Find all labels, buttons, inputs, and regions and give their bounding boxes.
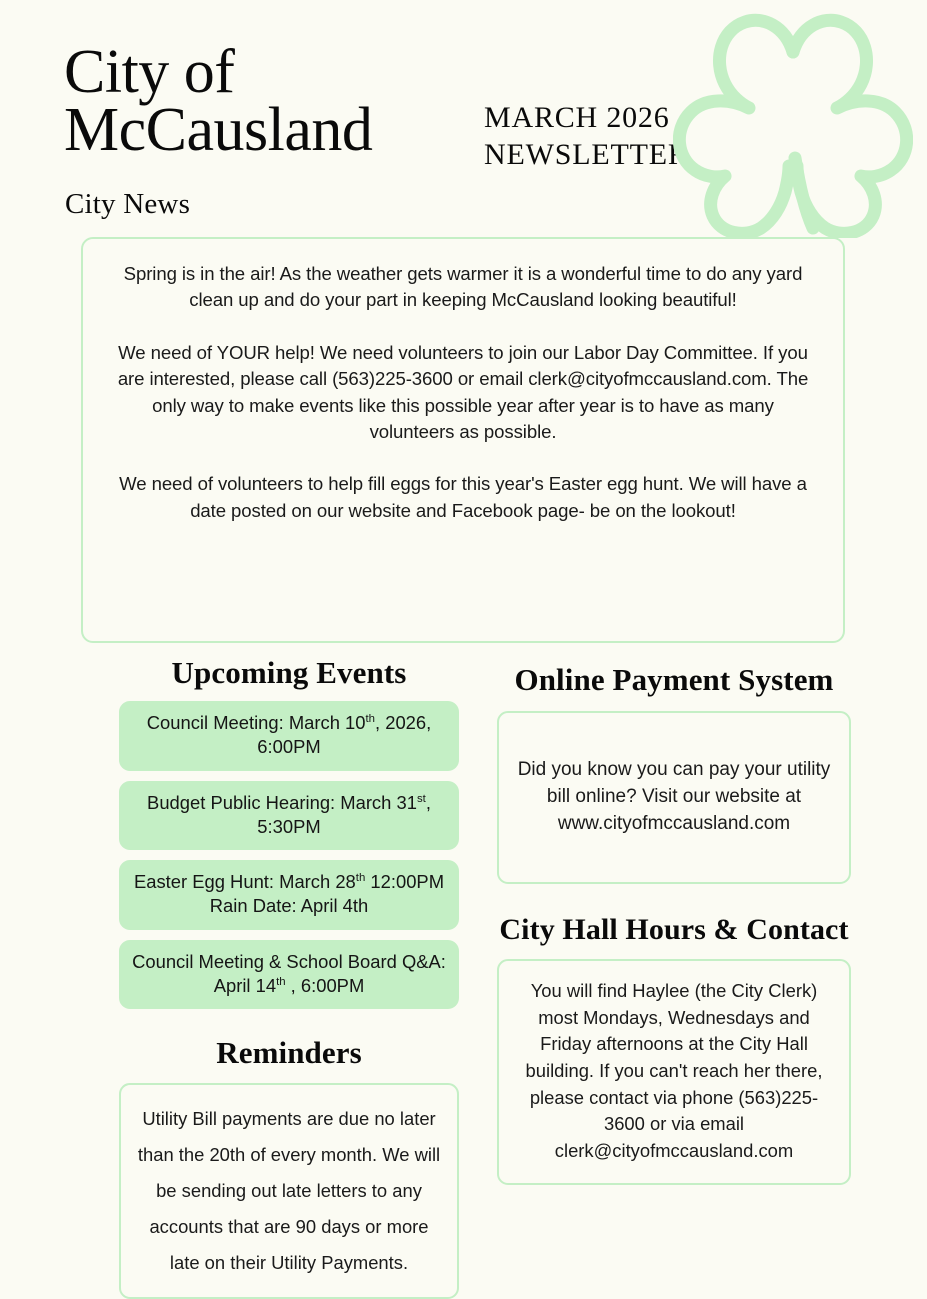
event-ordinal: th <box>365 712 375 725</box>
issue-month-year: MARCH 2026 <box>484 101 670 134</box>
event-ordinal: th <box>355 872 366 884</box>
right-column <box>497 662 851 1185</box>
event-text-suffix: , 6:00PM <box>285 974 365 996</box>
newsletter-header <box>0 0 927 230</box>
news-paragraph-3: We need of volunteers to help fill eggs for this year's Easter egg hunt. We will have a date posted on our website and Facebook page- be on the lookout! <box>119 473 807 521</box>
event-text-suffix: , 5:30PM <box>257 791 431 837</box>
masthead-line-1: City of <box>64 38 235 106</box>
city-news-box <box>81 237 845 643</box>
event-text-prefix: Council Meeting & School Board Q&A: April 14 <box>132 950 446 996</box>
online-payment-heading: Online Payment System <box>514 662 834 697</box>
event-text-prefix: Council Meeting: March 10 <box>146 712 366 733</box>
city-news-heading: City News <box>65 188 191 220</box>
event-card-budget-public-hearing <box>119 781 459 851</box>
masthead <box>64 38 464 164</box>
event-card-easter-egg-hunt <box>119 860 459 930</box>
reminders-card: Utility Bill payments are due no later than the 20th of every month. We will be sending out late letters to any accounts that are 90 days or more late on their Utility Payments. <box>119 1083 459 1298</box>
online-payment-card: Did you know you can pay your utility bill online? Visit our website at www.cityofmccausland.com <box>497 711 851 884</box>
left-column <box>119 655 459 1299</box>
shamrock-icon <box>673 6 913 238</box>
reminders-heading: Reminders <box>216 1035 362 1071</box>
event-text-prefix: Easter Egg Hunt: March 28 <box>133 871 356 893</box>
event-text-prefix: Budget Public Hearing: March 31 <box>147 791 417 813</box>
event-card-council-meeting-march <box>119 701 459 771</box>
event-text-suffix: 12:00PM Rain Date: April 4th <box>209 871 445 917</box>
issue-title <box>484 100 689 173</box>
news-paragraph-1: Spring is in the air! As the weather gets warmer it is a wonderful time to do any yard clean up and do your part in keeping McCausland looking beautiful! <box>123 263 803 311</box>
masthead-line-2: McCausland <box>64 95 373 164</box>
city-hall-contact-card: You will find Haylee (the City Clerk) most Mondays, Wednesdays and Friday afternoons at the City Hall building. If you can't reach her there, please contact via phone (563)225-3600 or via email clerk@cityofmccausland.com <box>497 959 851 1185</box>
event-card-council-meeting-school-board <box>119 940 459 1010</box>
event-text-suffix: , 2026, 6:00PM <box>257 712 432 758</box>
city-hall-heading: City Hall Hours & Contact <box>499 912 849 946</box>
event-ordinal: st <box>416 792 426 805</box>
issue-newsletter-label: NEWSLETTER <box>484 137 689 171</box>
upcoming-events-heading: Upcoming Events <box>171 655 407 690</box>
news-paragraph-2: We need of YOUR help! We need volunteers to join our Labor Day Committee. If you are interested, please call (563)225-3600 or email clerk@cityofmccausland.com. The only way to make events like this possible year after year is to have as many volunteers as possible. <box>117 341 809 442</box>
event-ordinal: th <box>276 975 286 988</box>
